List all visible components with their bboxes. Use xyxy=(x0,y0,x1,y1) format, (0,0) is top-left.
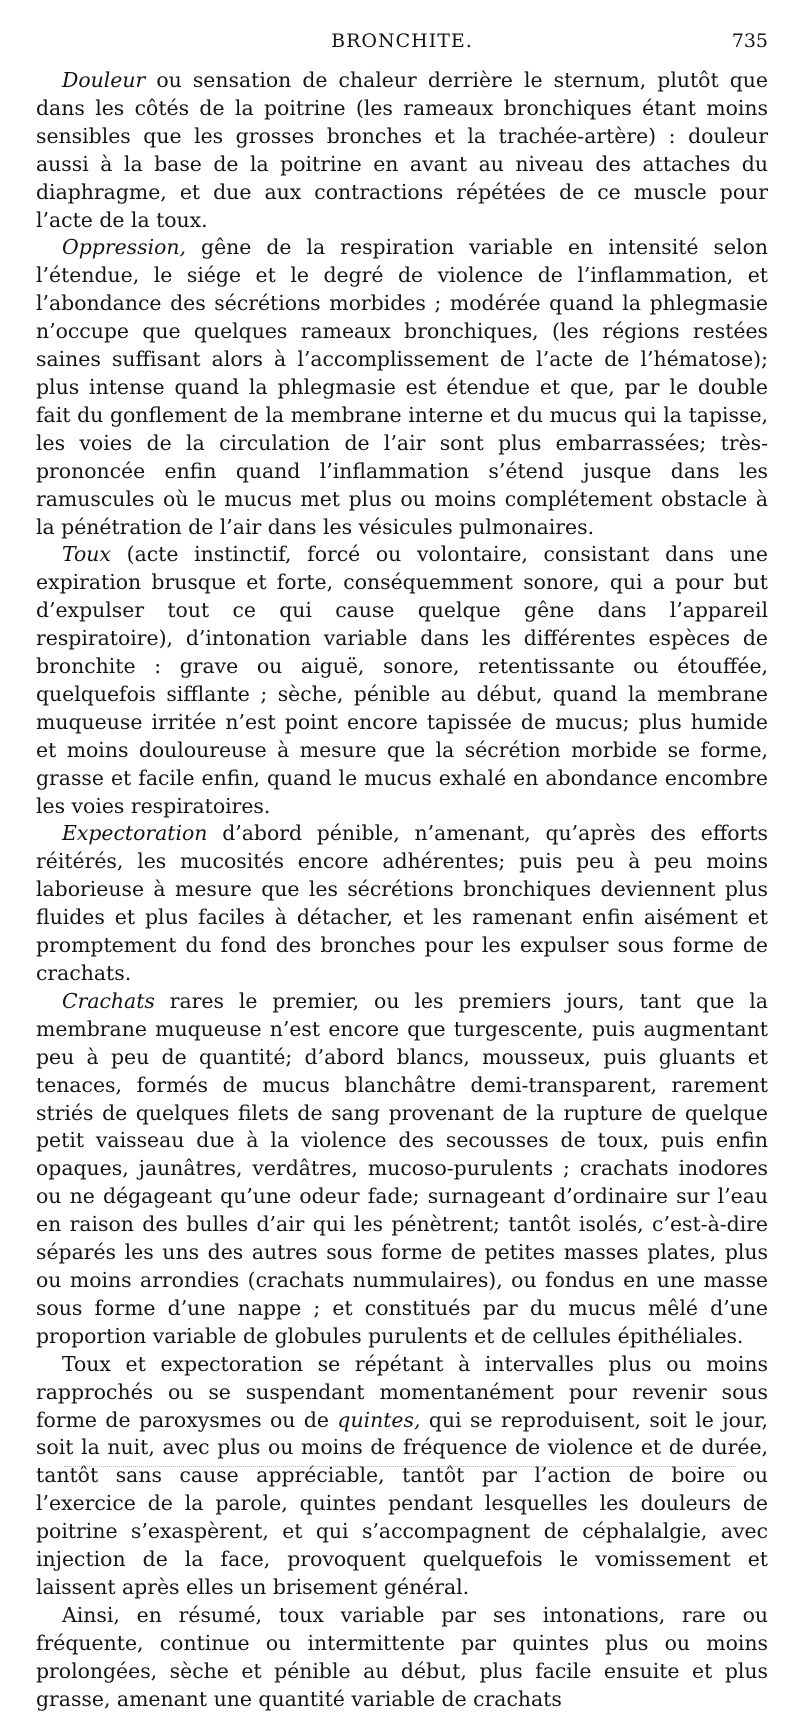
paragraph-crachats xyxy=(36,988,768,1351)
term-crachats: Crachats xyxy=(62,988,155,1013)
paragraph-oppression xyxy=(36,234,768,541)
term-quintes: quintes, xyxy=(337,1407,421,1432)
term-toux: Toux xyxy=(62,542,111,567)
paragraph-text: (acte instinctif, forcé ou volontaire, consistant dans une expiration brusque et forte, conséquemment sonore, qui a pour but d’expulser tout ce qui cause quelque gêne dans l’appareil respiratoire), d’intonation variable dans les différentes espèces de bronchite : grave ou aiguë, sonore, retentissante ou étouffée, quelquefois sifflante ; sèche, pénible au début, quand la membrane muqueuse irritée n’est point encore tapissée de mucus; plus humide et moins douloureuse à mesure que la sécrétion morbide se forme, grasse et facile enfin, quand le mucus exhalé en abondance encombre les voies respiratoires. xyxy=(36,542,768,818)
paragraph-text: d’abord pénible, n’amenant, qu’après des efforts réitérés, les mucosités encore adhérentes; puis peu à peu moins laborieuse à mesure que les sécrétions bronchiques deviennent plus fluides et plus faciles à détacher, et les ramenant enfin aisément et promptement du fond des bronches pour les expulser sous forme de crachats. xyxy=(36,821,768,985)
paragraph-text: ou sensation de chaleur derrière le sternum, plutôt que dans les côtés de la poitrine (les rameaux bronchiques étant moins sensibles que les grosses bronches et la trachée-artère) : douleur aussi à la base de la poitrine en avant au niveau des attaches du diaphragme, et due aux contractions répétées de ce muscle pour l’acte de la toux. xyxy=(36,68,768,232)
running-title: BRONCHITE. xyxy=(331,30,473,52)
footer-rule xyxy=(64,1466,736,1467)
paragraph-summary: Ainsi, en résumé, toux variable par ses intonations, rare ou fréquente, continue ou intermittente par quintes plus ou moins prolongées, sèche et pénible au début, plus facile ensuite et plus grasse, amenant une quantité variable de crachats xyxy=(36,1602,768,1711)
term-douleur: Douleur xyxy=(62,68,146,92)
paragraph-douleur xyxy=(36,67,768,234)
term-expectoration: Expectoration xyxy=(62,821,208,846)
page-header xyxy=(36,30,768,54)
paragraph-text: Toux et expectoration se répétant à intervalles plus ou moins rapprochés ou se suspendant momentanément pour revenir sous forme de paroxysmes ou de xyxy=(36,1351,768,1432)
paragraph-text: rares le premier, ou les premiers jours, tant que la membrane muqueuse n’est encore que turgescente, puis augmentant peu à peu de quantité; d’abord blancs, mousseux, puis gluants et tenaces, formés de mucus blanchâtre demi-transparent, rarement striés de quelques filets de sang provenant de la rupture de quelque petit vaisseau due à la violence des secousses de toux, puis enfin opaques, jaunâtres, verdâtres, mucoso-purulents ; crachats inodores ou ne dégageant qu’une odeur fade; surnageant d’ordinaire sur l’eau en raison des bulles d’air qui les pénètrent; tantôt isolés, c’est-à-dire séparés les uns des autres sous forme de petites masses plates, plus ou moins arrondies (crachats nummulaires), ou fondus en une masse sous forme d’une nappe ; et constitués par du mucus mêlé d’une proportion variable de globules purulents et de cellules épithéliales. xyxy=(36,988,768,1348)
term-oppression: Oppression, xyxy=(62,235,186,260)
paragraph-text: gêne de la respiration variable en intensité selon l’étendue, le siége et le degré de violence de l’inflammation, et l’abondance des sécrétions morbides ; modérée quand la phlegmasie n’occupe que quelques rameaux bronchiques, (les régions restées saines suffisant alors à l’accomplissement de l’acte de l’hématose); plus intense quand la phlegmasie est étendue et que, par le double fait du gonflement de la membrane interne et du mucus qui la tapisse, les voies de la circulation de l’air sont plus embarrassées; très-prononcée enfin quand l’inflammation s’étend jusque dans les ramuscules où le mucus met plus ou moins complétement obstacle à la pénétration de l’air dans les vésicules pulmonaires. xyxy=(36,235,768,539)
paragraph-text: qui se reproduisent, soit le jour, soit la nuit, avec plus ou moins de fréquence de violence et de durée, tantôt sans cause appréciable, tantôt par l’action de boire ou l’exercice de la parole, quintes pendant lesquelles les douleurs de poitrine s’exaspèrent, et qui s’accompagnent de céphalalgie, avec injection de la face, provoquent quelquefois le vomissement et laissent après elles un brisement général. xyxy=(36,1407,768,1599)
paragraph-quintes xyxy=(36,1351,768,1602)
paragraph-toux xyxy=(36,541,768,820)
paragraph-expectoration xyxy=(36,820,768,987)
page-number: 735 xyxy=(731,30,768,52)
